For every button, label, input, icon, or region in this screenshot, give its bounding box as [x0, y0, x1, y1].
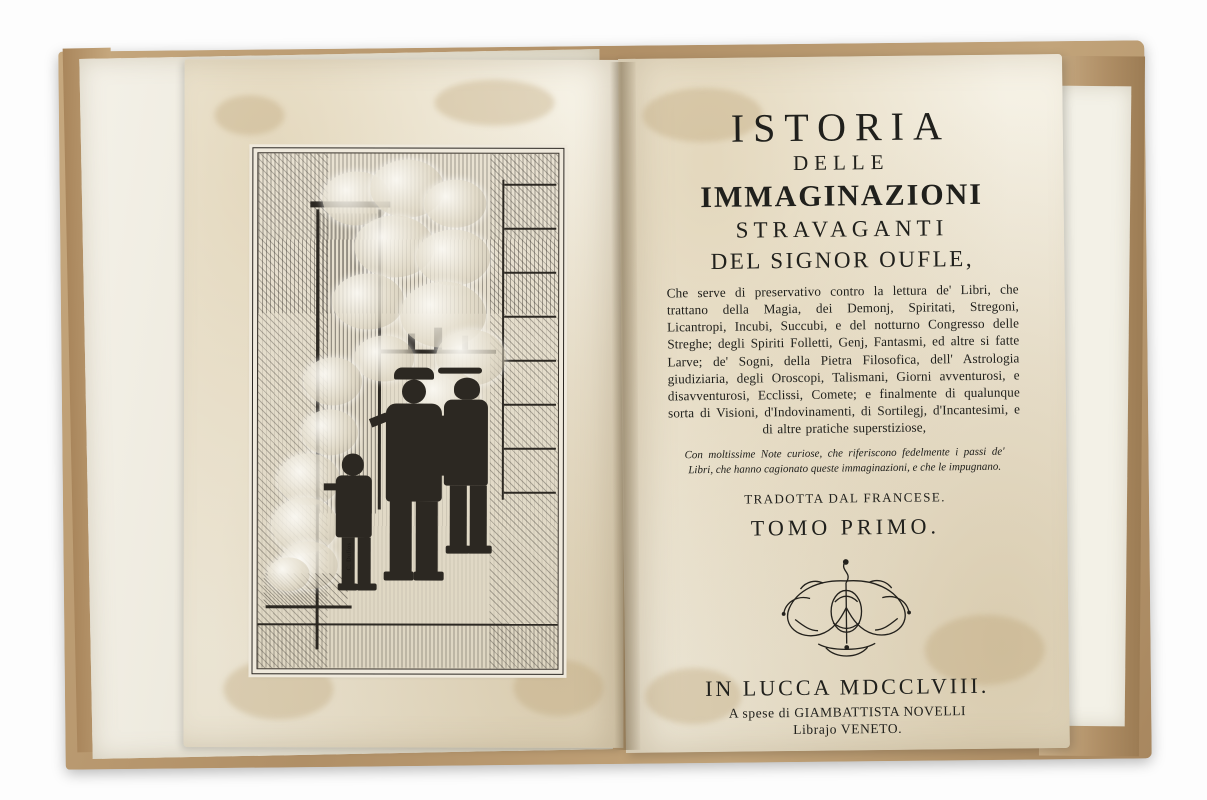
title-immaginazioni: IMMAGINAZIONI: [700, 177, 984, 215]
engraver-signature: C. Duflos: [346, 542, 353, 571]
title-translation: TRADOTTA DAL FRANCESE.: [744, 489, 946, 507]
imprint-publisher: A spese di GIAMBATTISTA NOVELLI: [728, 702, 967, 721]
left-page: [183, 59, 624, 748]
title-main: ISTORIA: [730, 103, 952, 151]
open-book-block: [182, 55, 1067, 761]
printers-ornament: [751, 549, 942, 669]
imprint-place: IN LUCCA MDCCLVIII.: [704, 672, 990, 701]
frontispiece-plate: [251, 147, 564, 675]
title-note: Con moltissime Note curiose, che riferiscono fedelmente i passi de' Libri, che hanno cagionato queste immaginazioni, e che le impugnano.: [684, 446, 1005, 477]
title-volume: TOMO PRIMO.: [750, 513, 941, 541]
right-page-title: [618, 54, 1070, 753]
imprint-role: Librajo VENETO.: [793, 720, 903, 737]
title-stravaganti: STRAVAGANTI: [735, 215, 949, 243]
title-page-text: [641, 94, 1048, 737]
title-author: DEL SIGNOR OUFLE,: [710, 245, 975, 274]
frontispiece-engraving: [256, 152, 559, 670]
title-blurb: Che serve di preservativo contro la lettura de' Libri, che trattano della Magia, dei Demonj, Spiritati, Stregoni, Licantropi, Incubi, Succubi, e del notturno Congresso delle Streghe; degli Spiriti Folletti, Genj, Fantasmi, ed altre si fatte Larve; de' Sogni, della Pietra Filosofica, dell' Astrologia giudiziaria, degli Oroscopi, Talismani, Giorni avventurosi, e disavventurosi, Ecclissi, Comete; e finalmente di qualunque sorta di Visioni, d'Indovinamenti, di Sortilegj, d'Incantesimi, e di altre pratiche superstiziose,: [666, 281, 1021, 437]
title-delle: DELLE: [792, 149, 890, 176]
